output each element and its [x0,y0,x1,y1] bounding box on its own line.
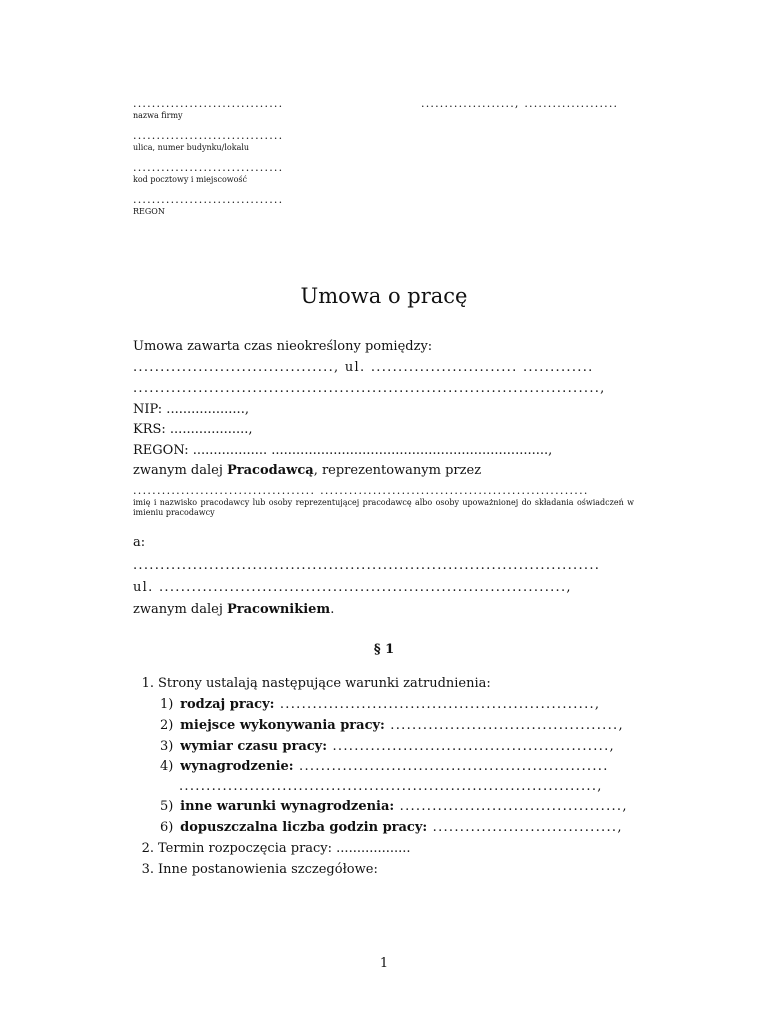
regon-field [133,194,323,217]
list-subitem [160,799,634,815]
postal-label: kod pocztowy i miejscowość [133,175,248,184]
employer-address-line-2: ......................................................................................, [133,381,606,396]
subitem-label: wymiar czasu pracy: [180,739,328,754]
list-subitem [160,739,634,755]
list-subitem [160,759,634,775]
subitem-dots: .................................., [427,820,623,835]
employer-term: Pracodawcą [227,463,314,478]
employee-prefix: zwanym dalej [133,602,227,617]
employer-designation [133,463,634,479]
subitem-number: 1) [160,697,174,712]
company-name-field [133,98,323,121]
employee-street-line: ul. ..........................................................................., [133,580,572,595]
subitem-label: wynagrodzenie: [180,759,294,774]
subitem-dots: .........................................., [384,718,624,733]
subitem-dots: ..................................................., [327,739,615,754]
company-name-label: nazwa firmy [133,111,183,120]
list-number: 1. [141,676,154,691]
regon-label: REGON [133,207,165,216]
subitem-dots: ......................................................... [293,759,609,774]
employer-prefix: zwanym dalej [133,463,227,478]
street-label: ulica, numer budynku/lokalu [133,143,250,152]
employee-line-1: ...................................................................................... [133,558,601,573]
section-1-heading: § 1 [373,642,395,657]
regon-line: REGON: .................. ..................................................................., [133,443,553,458]
subitem-dots: ............................................................................., [179,779,603,794]
representative-dots: ...................................... ........................................................ [133,484,589,497]
list-item-text: Inne postanowienia szczegółowe: [158,862,378,877]
postal-field [133,162,323,185]
regon-dots: ................................ [133,194,284,206]
subitem-dots: .........................................................., [274,697,601,712]
list-item-1 [133,676,634,692]
employer-header [133,98,323,226]
place-date-field: ...................., .................... [421,97,619,110]
subitem-number: 4) [160,759,174,774]
nip-line: NIP: ..................., [133,402,249,417]
employee-suffix: . [330,602,335,617]
subitem-label: rodzaj pracy: [180,697,275,712]
list-number: 3. [141,862,154,877]
subitem-number: 3) [160,739,174,754]
representative-label: imię i nazwisko pracodawcy lub osoby reprezentującej pracodawcę albo osoby upoważnionej do składania oświadczeń w imieniu pracodawcy [133,498,634,517]
page-number: 1 [379,956,389,971]
employer-address-line: ....................................., ul. ........................... ............. [133,360,594,375]
employee-designation [133,602,634,618]
subitem-label: miejsce wykonywania pracy: [180,718,385,733]
contract-intro: Umowa zawarta czas nieokreślony pomiędzy: [133,339,433,354]
list-subitem [160,718,634,734]
list-subitem [160,697,634,713]
employer-suffix: , reprezentowanym przez [313,463,482,478]
document-title: Umowa o pracę [300,284,468,308]
employee-term: Pracownikiem [227,602,331,617]
and-label: a: [133,535,146,550]
list-subitem [160,820,634,836]
street-field [133,130,323,153]
company-name-dots: ................................ [133,98,284,110]
subitem-label: dopuszczalna liczba godzin pracy: [180,820,428,835]
list-item-text: Termin rozpoczęcia pracy: .................. [158,841,411,856]
list-number: 2. [141,841,154,856]
list-item-2 [133,841,634,857]
subitem-number: 5) [160,799,174,814]
postal-dots: ................................ [133,162,284,174]
street-dots: ................................ [133,130,284,142]
krs-line: KRS: ..................., [133,422,253,437]
list-item-3 [133,862,634,878]
subitem-number: 6) [160,820,174,835]
subitem-label: inne warunki wynagrodzenia: [180,799,395,814]
subitem-dots: ........................................., [394,799,628,814]
subitem-number: 2) [160,718,174,733]
list-item-text: Strony ustalają następujące warunki zatrudnienia: [158,676,491,691]
list-subitem-continuation [179,779,634,795]
